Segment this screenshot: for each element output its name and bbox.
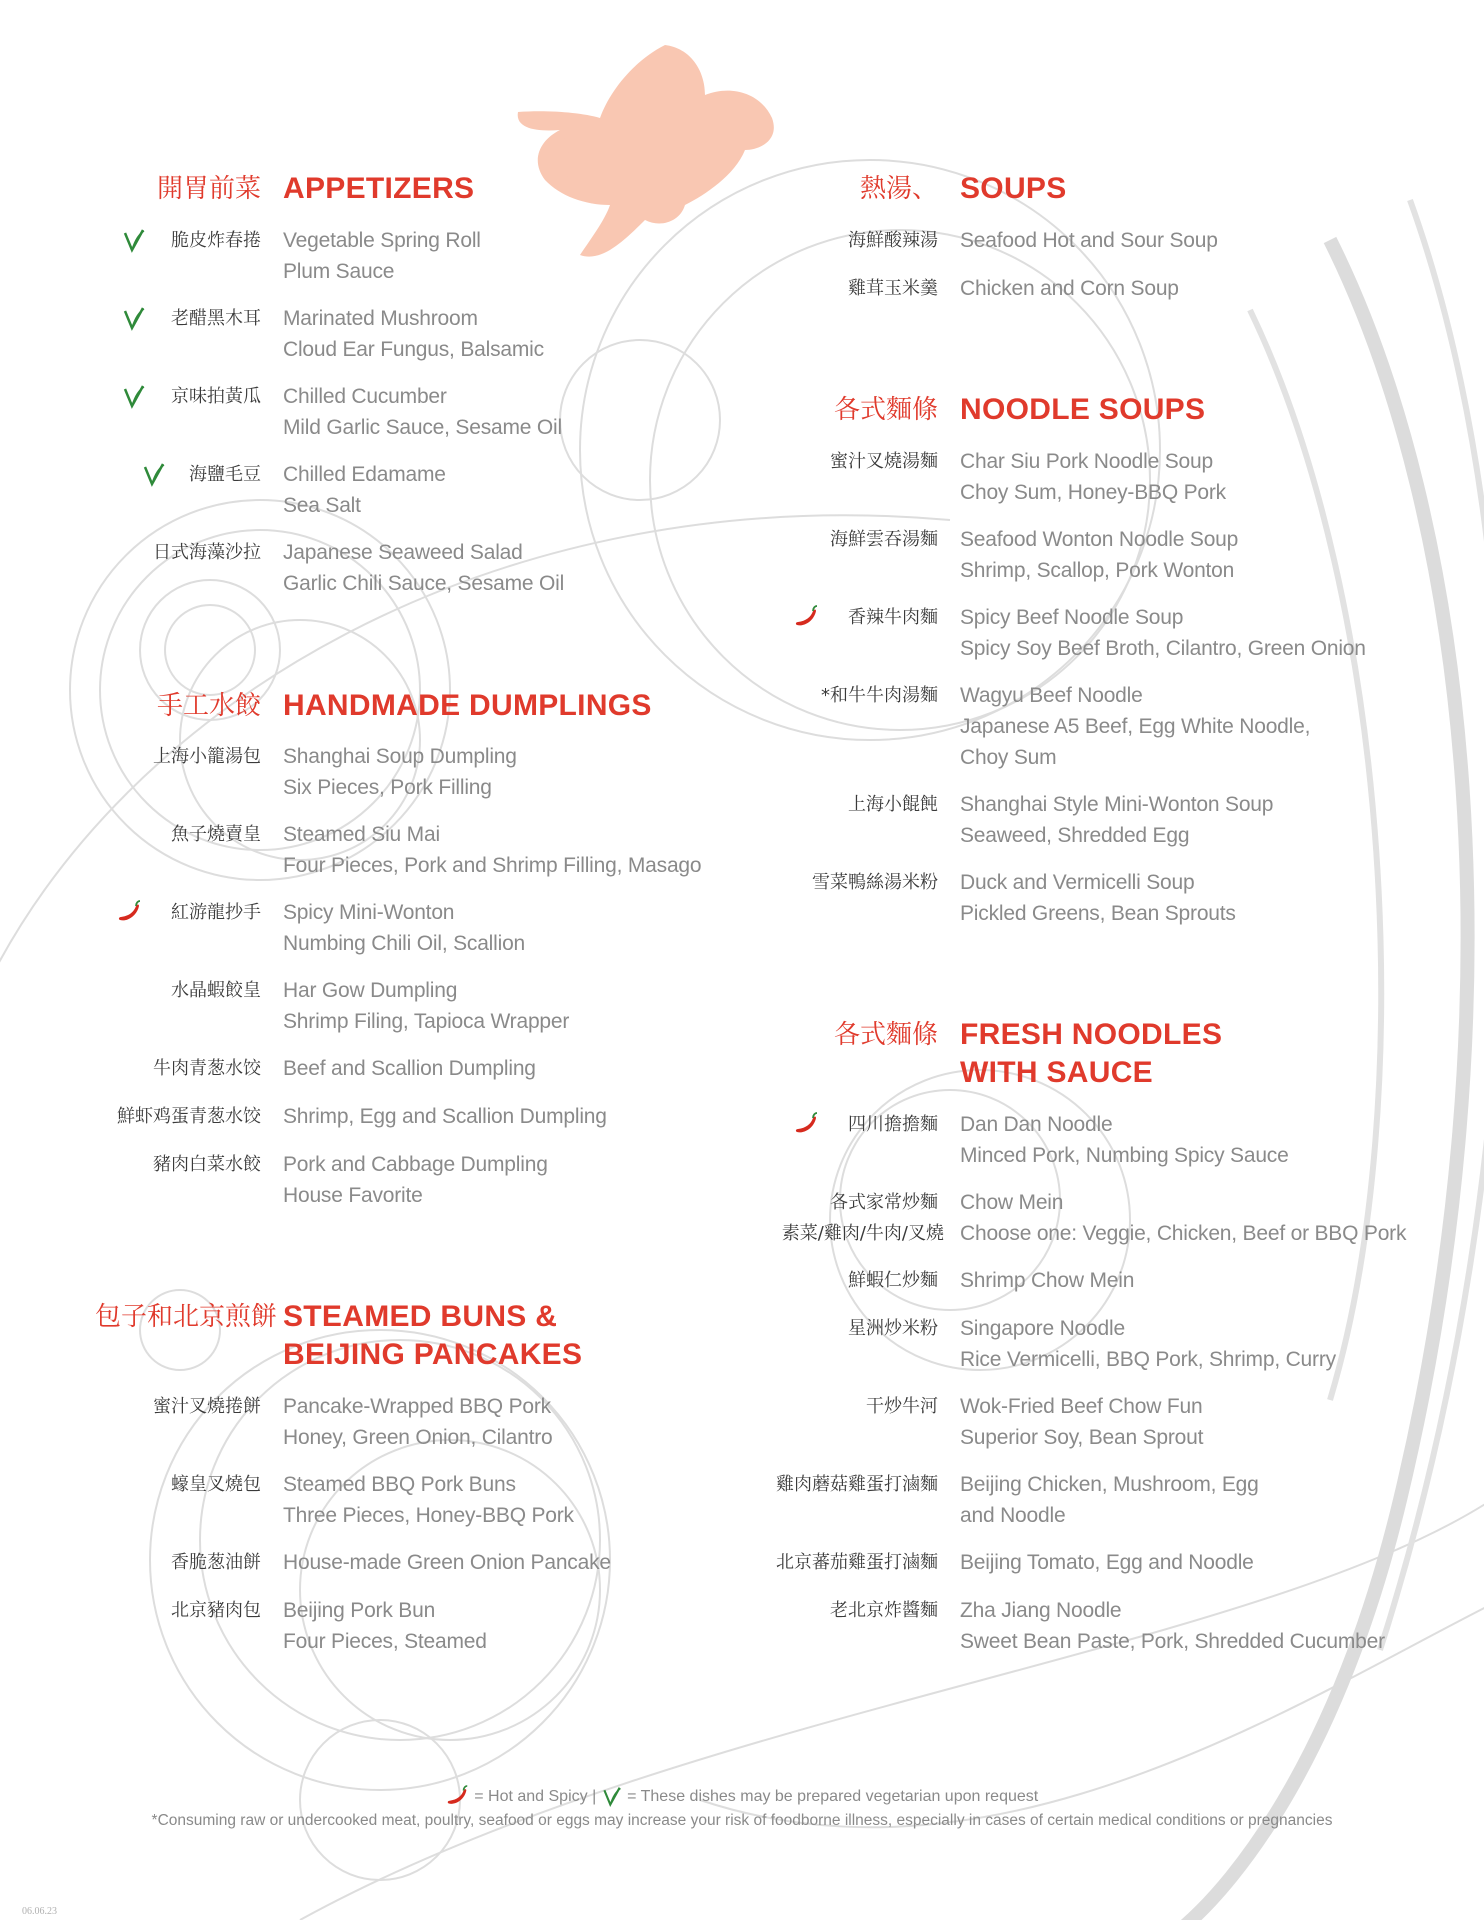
left-column: [63, 0, 703, 1920]
menu-item: [740, 524, 1238, 586]
item-name: Japanese Seaweed Salad: [283, 541, 523, 564]
menu-item: [740, 1547, 1254, 1578]
item-name: Vegetable Spring Roll: [283, 229, 481, 252]
item-zh-name: 蠔皇叉燒包: [171, 1474, 261, 1495]
menu-item: [63, 537, 564, 599]
item-zh-name: 紅游龍抄手: [171, 902, 261, 923]
item-name: Beijing Tomato, Egg and Noodle: [960, 1551, 1254, 1574]
item-name: Char Siu Pork Noodle Soup: [960, 450, 1213, 473]
item-desc: Sea Salt: [283, 494, 361, 517]
noodle-soups-heading: [740, 391, 1205, 429]
item-zh-name: 雞肉蘑菇雞蛋打滷麵: [776, 1474, 938, 1495]
menu-item: [63, 1053, 536, 1084]
soups-heading: [740, 170, 1067, 208]
item-desc: Choy Sum, Honey-BBQ Pork: [960, 481, 1226, 504]
item-desc: Four Pieces, Steamed: [283, 1630, 487, 1653]
item-zh-name: 蜜汁叉燒湯麵: [830, 451, 938, 472]
item-zh-name: 鮮虾鸡蛋青葱水饺: [117, 1106, 261, 1127]
item-name: Spicy Mini-Wonton: [283, 901, 455, 924]
item-desc: Japanese A5 Beef, Egg White Noodle,: [960, 715, 1311, 738]
item-name: Pork and Cabbage Dumpling: [283, 1153, 548, 1176]
item-name: Dan Dan Noodle: [960, 1113, 1113, 1136]
menu-item: [740, 1187, 1406, 1249]
item-name: Steamed Siu Mai: [283, 823, 440, 846]
item-desc: Shrimp, Scallop, Pork Wonton: [960, 559, 1235, 582]
item-name: Shrimp, Egg and Scallion Dumpling: [283, 1105, 607, 1128]
veg-icon: [141, 462, 167, 488]
item-name: Har Gow Dumpling: [283, 979, 458, 1002]
menu-item: [63, 975, 569, 1037]
item-name: Chilled Cucumber: [283, 385, 447, 408]
menu-item: [740, 1595, 1385, 1657]
item-zh-name: 北京豬肉包: [171, 1600, 261, 1621]
item-desc: Seaweed, Shredded Egg: [960, 824, 1190, 847]
fresh-noodles-title-zh: 各式麵條: [833, 1020, 938, 1050]
chili-icon: [446, 1785, 470, 1809]
menu-item: [740, 273, 1179, 304]
item-desc: and Noodle: [960, 1504, 1066, 1527]
noodle-soups-title-zh: 各式麵條: [833, 395, 938, 425]
item-zh-name: *和牛牛肉湯麵: [821, 685, 938, 706]
item-desc: Garlic Chili Sauce, Sesame Oil: [283, 572, 565, 595]
item-zh-name: 老醋黑木耳: [171, 308, 261, 329]
item-zh-name: 雪菜鴨絲湯米粉: [812, 872, 938, 893]
item-zh-name: 干炒牛河: [866, 1396, 938, 1417]
menu-item: [740, 1391, 1203, 1453]
menu-item: [63, 225, 481, 287]
item-name: House-made Green Onion Pancake: [283, 1551, 611, 1574]
item-name: Seafood Hot and Sour Soup: [960, 229, 1218, 252]
soups-title-en: SOUPS: [960, 172, 1067, 205]
buns-title-en-line2: BEIJING PANCAKES: [283, 1338, 583, 1371]
item-desc: Plum Sauce: [283, 260, 395, 283]
item-zh-name: 海鹽毛豆: [189, 464, 261, 485]
item-zh-name: 脆皮炸春捲: [171, 230, 261, 251]
item-zh-name: 香脆葱油餅: [171, 1552, 261, 1573]
item-name: Chicken and Corn Soup: [960, 277, 1179, 300]
menu-item: [63, 897, 525, 959]
item-desc-line2: Choy Sum: [960, 746, 1057, 769]
appetizers-title-en: APPETIZERS: [283, 172, 475, 205]
item-name: Pancake-Wrapped BBQ Pork: [283, 1395, 551, 1418]
item-desc: Four Pieces, Pork and Shrimp Filling, Masago: [283, 854, 702, 877]
menu-item: [63, 303, 544, 365]
item-zh-name: 豬肉白菜水餃: [153, 1154, 261, 1175]
menu-item: [63, 819, 701, 881]
item-desc: Rice Vermicelli, BBQ Pork, Shrimp, Curry: [960, 1348, 1336, 1371]
menu-item: [63, 381, 562, 443]
menu-item: [740, 602, 1366, 664]
item-desc: Numbing Chili Oil, Scallion: [283, 932, 526, 955]
item-zh-options: 素菜/雞肉/牛肉/叉燒: [781, 1223, 944, 1244]
item-name: Beijing Chicken, Mushroom, Egg: [960, 1473, 1259, 1496]
menu-item: [63, 1595, 487, 1657]
menu-item: [740, 1313, 1336, 1375]
item-name: Zha Jiang Noodle: [960, 1599, 1122, 1622]
item-name: Chilled Edamame: [283, 463, 446, 486]
veg-icon: [121, 228, 147, 254]
item-zh-name: 蜜汁叉燒捲餅: [153, 1396, 261, 1417]
chili-icon: [117, 900, 143, 926]
menu-item: [740, 680, 1310, 773]
buns-heading: [63, 1298, 582, 1374]
veg-icon: [121, 306, 147, 332]
item-desc: Sweet Bean Paste, Pork, Shredded Cucumber: [960, 1630, 1385, 1653]
legend-veg-text: = These dishes may be prepared vegetarian upon request: [627, 1788, 1039, 1806]
menu-item: [63, 459, 446, 521]
appetizers-title-zh: 開胃前菜: [156, 174, 261, 204]
item-name: Chow Mein: [960, 1191, 1064, 1214]
item-desc: Honey, Green Onion, Cilantro: [283, 1426, 553, 1449]
item-name: Spicy Beef Noodle Soup: [960, 606, 1184, 629]
item-zh-name: 海鮮酸辣湯: [848, 230, 938, 251]
item-desc: Three Pieces, Honey-BBQ Pork: [283, 1504, 574, 1527]
veg-icon: [121, 384, 147, 410]
item-name: Wagyu Beef Noodle: [960, 684, 1143, 707]
menu-item: [63, 1469, 574, 1531]
item-name: Steamed BBQ Pork Buns: [283, 1473, 516, 1496]
item-zh-name: 上海小籠湯包: [153, 746, 261, 767]
item-desc: Six Pieces, Pork Filling: [283, 776, 492, 799]
item-zh-name: 老北京炸醬麵: [830, 1600, 938, 1621]
buns-title-zh: 包子和北京煎餅: [94, 1302, 277, 1332]
menu-item: [63, 1101, 607, 1132]
item-zh-name: 各式家常炒麵: [830, 1192, 938, 1213]
legend-hot-text: = Hot and Spicy |: [474, 1788, 597, 1806]
item-desc: House Favorite: [283, 1184, 423, 1207]
menu-item: [63, 1149, 548, 1211]
item-desc: Minced Pork, Numbing Spicy Sauce: [960, 1144, 1289, 1167]
item-zh-name: 雞茸玉米羹: [848, 278, 938, 299]
item-desc: Choose one: Veggie, Chicken, Beef or BBQ Pork: [960, 1222, 1407, 1245]
menu-item: [740, 1265, 1134, 1296]
dumplings-title-en: HANDMADE DUMPLINGS: [283, 689, 652, 722]
chili-icon: [794, 1112, 820, 1138]
dumplings-heading: [63, 687, 652, 725]
item-name: Singapore Noodle: [960, 1317, 1125, 1340]
right-column: [740, 0, 1484, 1920]
item-zh-name: 京味拍黃瓜: [171, 386, 261, 407]
item-name: Wok-Fried Beef Chow Fun: [960, 1395, 1203, 1418]
item-desc: Shrimp Filing, Tapioca Wrapper: [283, 1010, 570, 1033]
item-desc: Pickled Greens, Bean Sprouts: [960, 902, 1236, 925]
menu-item: [740, 1469, 1259, 1531]
menu-item: [63, 741, 517, 803]
item-zh-name: 上海小餛飩: [848, 794, 938, 815]
fresh-noodles-heading: [740, 1016, 1222, 1092]
menu-item: [740, 789, 1273, 851]
dumplings-title-zh: 手工水餃: [156, 691, 261, 721]
item-zh-name: 香辣牛肉麵: [848, 607, 938, 628]
date-code: 06.06.23: [22, 1906, 57, 1917]
menu-item: [740, 1109, 1289, 1171]
fresh-noodles-title-en-line1: FRESH NOODLES: [960, 1018, 1223, 1051]
item-name: Beef and Scallion Dumpling: [283, 1057, 536, 1080]
buns-title-en-line1: STEAMED BUNS &: [283, 1300, 558, 1333]
item-name: Duck and Vermicelli Soup: [960, 871, 1195, 894]
menu-item: [740, 446, 1226, 508]
item-desc: Mild Garlic Sauce, Sesame Oil: [283, 416, 562, 439]
item-zh-name: 水晶蝦餃皇: [171, 980, 261, 1001]
item-desc: Cloud Ear Fungus, Balsamic: [283, 338, 544, 361]
item-zh-name: 北京蕃茄雞蛋打滷麵: [776, 1552, 938, 1573]
footnote: *Consuming raw or undercooked meat, poultry, seafood or eggs may increase your risk of foodborne illness, especially in cases of certain medical conditions or pregnancies: [151, 1812, 1333, 1829]
item-zh-name: 牛肉青葱水饺: [153, 1058, 261, 1079]
veg-icon: [601, 1785, 623, 1809]
item-desc: Spicy Soy Beef Broth, Cilantro, Green Onion: [960, 637, 1366, 660]
fresh-noodles-title-en-line2: WITH SAUCE: [960, 1056, 1153, 1089]
item-name: Beijing Pork Bun: [283, 1599, 436, 1622]
item-zh-name: 海鮮雲吞湯麵: [830, 529, 938, 550]
item-desc: Superior Soy, Bean Sprout: [960, 1426, 1204, 1449]
noodle-soups-title-en: NOODLE SOUPS: [960, 393, 1206, 426]
menu-item: [63, 1391, 552, 1453]
item-zh-name: 星洲炒米粉: [848, 1318, 938, 1339]
item-zh-name: 魚子燒賣皇: [171, 824, 261, 845]
item-name: Shrimp Chow Mein: [960, 1269, 1135, 1292]
appetizers-heading: [63, 170, 474, 208]
legend: [0, 1785, 1484, 1809]
menu-item: [63, 1547, 611, 1578]
item-zh-name: 日式海藻沙拉: [153, 542, 261, 563]
menu-item: [740, 225, 1218, 256]
item-zh-name: 四川擔擔麵: [848, 1114, 938, 1135]
chili-icon: [794, 605, 820, 631]
item-name: Shanghai Soup Dumpling: [283, 745, 517, 768]
item-name: Marinated Mushroom: [283, 307, 478, 330]
item-name: Seafood Wonton Noodle Soup: [960, 528, 1239, 551]
item-name: Shanghai Style Mini-Wonton Soup: [960, 793, 1274, 816]
item-zh-name: 鮮蝦仁炒麵: [848, 1270, 938, 1291]
soups-title-zh: 熱湯、: [859, 174, 938, 204]
menu-item: [740, 867, 1236, 929]
